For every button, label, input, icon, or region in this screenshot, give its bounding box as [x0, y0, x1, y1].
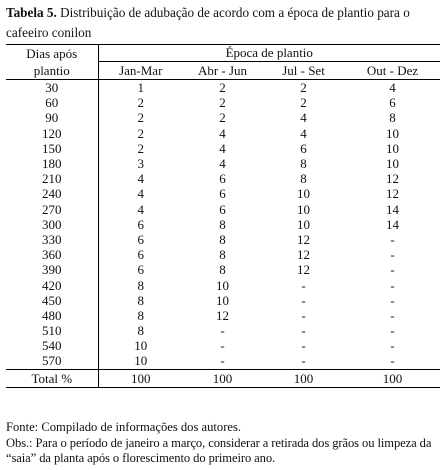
total-row	[6, 369, 440, 387]
row-header-line1: Dias após	[6, 45, 98, 62]
table-row	[6, 217, 440, 232]
value-cell: 6	[137, 216, 144, 232]
row-label-cell: 510	[6, 323, 98, 338]
value-cell: 10	[216, 277, 229, 293]
value-cell: 1	[137, 80, 144, 96]
table-notes	[6, 420, 446, 467]
value-cell: 2	[300, 95, 307, 111]
row-label-cell: 120	[6, 126, 98, 141]
value-cell: 8	[300, 171, 307, 187]
value-cell: 8	[219, 231, 226, 247]
row-label-cell: 270	[6, 202, 98, 217]
row-label-cell: 90	[6, 110, 98, 125]
total-value-cell: 100	[345, 369, 440, 387]
value-cell: 10	[386, 125, 399, 141]
value-cell: 6	[219, 201, 226, 217]
value-cell: 4	[137, 171, 144, 187]
table-subheader-row	[6, 62, 440, 80]
table-row	[6, 141, 440, 156]
table-row	[6, 186, 440, 201]
column-header-jan-mar: Jan-Mar	[98, 62, 183, 80]
value-cell: 4	[300, 125, 307, 141]
value-cell: 12	[216, 307, 229, 323]
value-cell: 8	[219, 247, 226, 263]
row-label-cell: 60	[6, 95, 98, 110]
value-cell: 10	[216, 292, 229, 308]
table-row	[6, 95, 440, 110]
table-row	[6, 171, 440, 186]
row-label-cell: 450	[6, 293, 98, 308]
value-cell: 12	[386, 171, 399, 187]
total-label-cell: Total %	[6, 369, 98, 387]
value-cell: 4	[219, 156, 226, 172]
row-label-cell: 180	[6, 156, 98, 171]
value-cell: -	[390, 262, 395, 278]
value-cell: 12	[297, 262, 310, 278]
value-cell: 4	[300, 110, 307, 126]
value-cell: 8	[137, 292, 144, 308]
value-cell: -	[301, 307, 306, 323]
group-header: Época de plantio	[98, 45, 440, 62]
table-row	[6, 126, 440, 141]
value-cell: -	[301, 277, 306, 293]
value-cell: 2	[137, 125, 144, 141]
value-cell: -	[301, 338, 306, 354]
table-row	[6, 323, 440, 338]
value-cell: 10	[386, 140, 399, 156]
row-label-cell: 480	[6, 308, 98, 323]
column-header-jul-set: Jul - Set	[262, 62, 345, 80]
value-cell: 10	[297, 201, 310, 217]
value-cell: 6	[219, 186, 226, 202]
value-cell: 4	[137, 201, 144, 217]
total-value-cell: 100	[183, 369, 262, 387]
value-cell: -	[390, 323, 395, 339]
value-cell: 4	[389, 80, 396, 96]
value-cell: 4	[219, 125, 226, 141]
row-label-cell: 240	[6, 186, 98, 201]
table-row	[6, 277, 440, 292]
source-note: Fonte: Compilado de informações dos autores.	[6, 420, 242, 434]
table-row	[6, 353, 440, 369]
table-row	[6, 247, 440, 262]
value-cell: -	[390, 231, 395, 247]
value-cell: 2	[219, 80, 226, 96]
value-cell: 10	[297, 216, 310, 232]
table-body	[6, 45, 440, 388]
value-cell: 8	[137, 323, 144, 339]
value-cell: 8	[137, 277, 144, 293]
value-cell: 12	[297, 247, 310, 263]
row-label-cell: 150	[6, 141, 98, 156]
value-cell: 10	[134, 338, 148, 354]
table-row	[6, 308, 440, 323]
value-cell: 2	[300, 80, 307, 96]
value-cell: -	[220, 338, 225, 354]
table-caption-text: Distribuição de adubação de acordo com a época de plantio para o cafeeiro conilon	[6, 5, 410, 40]
value-cell: 2	[137, 140, 144, 156]
value-cell: 6	[219, 171, 226, 187]
value-cell: 6	[137, 247, 144, 263]
value-cell: 12	[386, 186, 399, 202]
value-cell: 8	[137, 307, 144, 323]
table-caption-label: Tabela 5.	[6, 5, 57, 20]
observation-note: Obs.: Para o período de janeiro a março, considerar a retirada dos grãos ou limpeza da “saia” da planta após o florescimento do primeiro ano.	[6, 435, 432, 465]
value-cell: 2	[219, 95, 226, 111]
table-row	[6, 338, 440, 353]
value-cell: 10	[297, 186, 310, 202]
row-header-line2: plantio	[6, 62, 98, 80]
value-cell: 6	[389, 95, 396, 111]
value-cell: 6	[137, 231, 144, 247]
value-cell: -	[390, 292, 395, 308]
row-label-cell: 570	[6, 353, 98, 369]
fertilization-table	[6, 44, 440, 388]
value-cell: 12	[297, 231, 310, 247]
value-cell: 14	[386, 216, 399, 232]
value-cell: 8	[219, 262, 226, 278]
value-cell: 8	[300, 156, 307, 172]
total-value-cell: 100	[262, 369, 345, 387]
column-header-abr-jun: Abr - Jun	[183, 62, 262, 80]
value-cell: -	[390, 277, 395, 293]
value-cell: -	[301, 353, 306, 369]
column-header-out-dez: Out - Dez	[345, 62, 440, 80]
value-cell: -	[390, 307, 395, 323]
table-row	[6, 110, 440, 125]
table-row	[6, 262, 440, 277]
row-label-cell: 210	[6, 171, 98, 186]
value-cell: 8	[389, 110, 396, 126]
value-cell: 2	[219, 110, 226, 126]
value-cell: 4	[219, 140, 226, 156]
table-row	[6, 156, 440, 171]
row-label-cell: 330	[6, 232, 98, 247]
table-row	[6, 80, 440, 96]
table-row	[6, 293, 440, 308]
row-label-cell: 540	[6, 338, 98, 353]
row-label-cell: 390	[6, 262, 98, 277]
value-cell: 2	[137, 110, 144, 126]
table-row	[6, 202, 440, 217]
value-cell: 8	[219, 216, 226, 232]
row-label-cell: 30	[6, 80, 98, 96]
value-cell: -	[301, 292, 306, 308]
table-caption	[6, 3, 442, 43]
value-cell: -	[220, 323, 225, 339]
value-cell: 10	[386, 156, 399, 172]
row-label-cell: 420	[6, 277, 98, 292]
value-cell: 10	[134, 353, 148, 369]
value-cell: 3	[137, 156, 144, 172]
table-header-row	[6, 45, 440, 62]
value-cell: 2	[137, 95, 144, 111]
value-cell: 4	[137, 186, 144, 202]
table-row	[6, 232, 440, 247]
value-cell: 6	[137, 262, 144, 278]
value-cell: -	[220, 353, 225, 369]
value-cell: -	[390, 353, 395, 369]
row-label-cell: 360	[6, 247, 98, 262]
value-cell: 14	[386, 201, 399, 217]
value-cell: -	[390, 338, 395, 354]
total-value-cell: 100	[98, 369, 183, 387]
row-label-cell: 300	[6, 217, 98, 232]
value-cell: -	[390, 247, 395, 263]
value-cell: 6	[300, 140, 307, 156]
value-cell: -	[301, 323, 306, 339]
